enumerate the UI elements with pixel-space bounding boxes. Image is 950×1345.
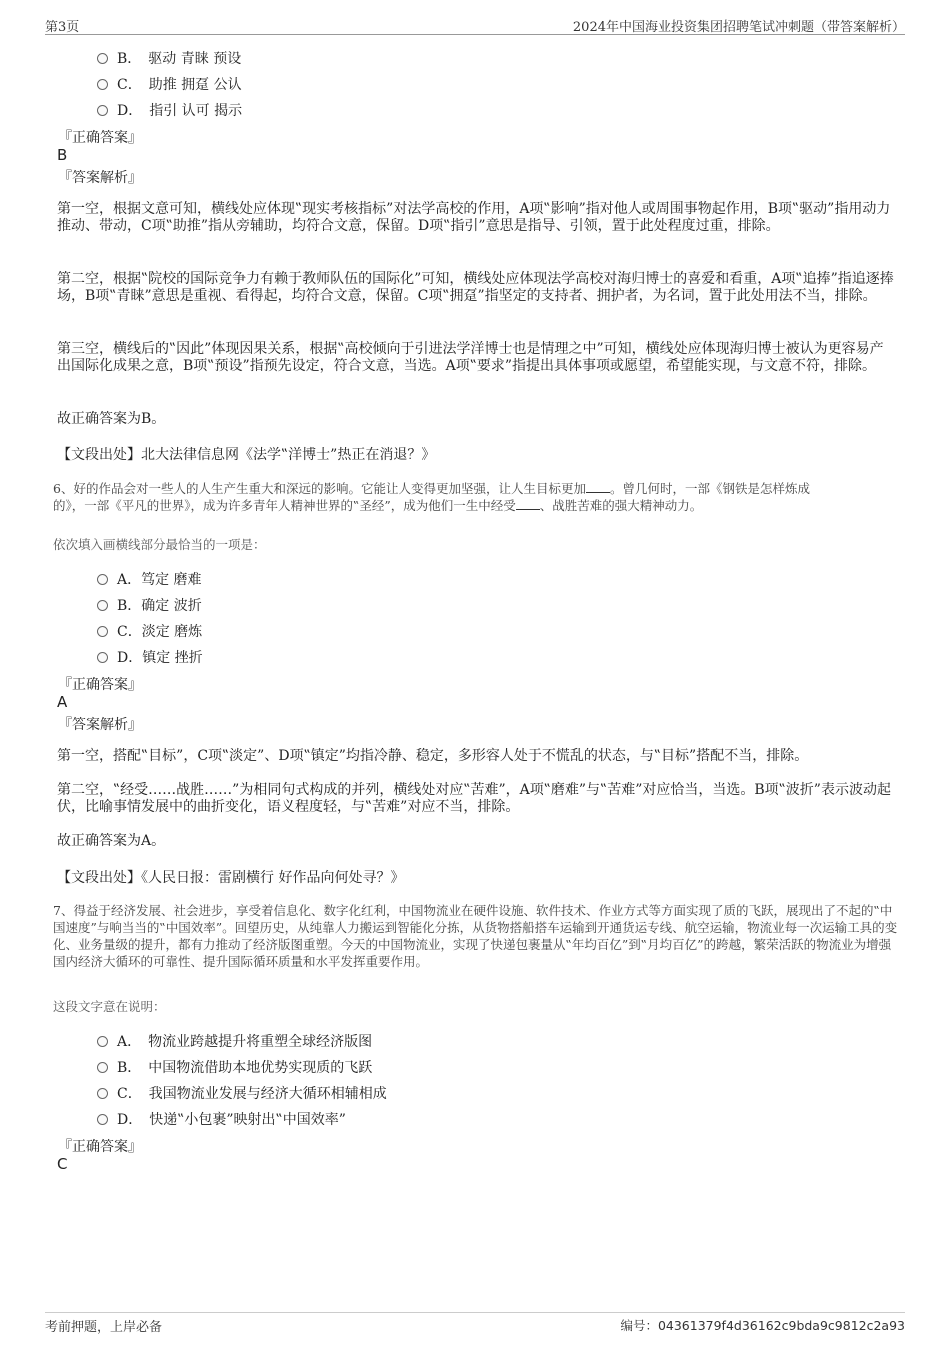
analysis-paragraph: 第二空，根据‟院校的国际竞争力有赖于教师队伍的国际化”可知，横线处应体现法学高校对海归博士的喜爱和看重，A项‟追捧”指追逐捧场，B项‟青睐”意思是重视、看得起，均符合文意，保留。C项‟拥趸”指坚定的支持者、拥护者，为名词，置于此处用法不当，排除。 bbox=[57, 271, 894, 304]
analysis-conclusion: 故正确答案为A。 bbox=[57, 833, 166, 849]
footer-slogan: 考前押题，上岸必备 bbox=[45, 1320, 163, 1335]
radio-icon[interactable] bbox=[97, 574, 108, 585]
blank-line bbox=[586, 482, 610, 493]
page-footer bbox=[45, 1312, 905, 1335]
page-number: 第3页 bbox=[45, 20, 80, 35]
answer-value: B bbox=[57, 146, 68, 164]
question-stem: 7、得益于经济发展、社会进步，享受着信息化、数字化红利，中国物流业在硬件设施、软件技术、作业方式等方面实现了质的飞跃，展现出了不起的‟中国速度”与响当当的‟中国效率”。回望历史，从纯靠人力搬运到智能化分拣，从货物搭船搭车运输到开通货运专线、航空运输，物流业每一次运输工具的变化、业务量级的提升，都有力推动了经济版图重塑。今天的中国物流业，实现了快递包裹量从‟年均百亿”到‟月均百亿”的跨越，繁荣活跃的物流业为增强国内经济大循环的可靠性、提升国际循环质量和水平发挥重要作用。 bbox=[53, 903, 898, 969]
option-d[interactable]: D．镇定 挫折 bbox=[97, 647, 203, 667]
answer-label: 『正确答案』 bbox=[58, 677, 142, 693]
analysis-label: 『答案解析』 bbox=[58, 170, 142, 186]
question-prompt: 依次填入画横线部分最恰当的一项是： bbox=[53, 537, 266, 552]
radio-icon[interactable] bbox=[97, 1088, 108, 1099]
document-id: 编号：04361379f4d36162c9bda9c9812c2a93 bbox=[620, 1318, 905, 1333]
option-c[interactable]: C． 我国物流业发展与经济大循环相辅相成 bbox=[97, 1083, 387, 1103]
analysis-paragraph: 第三空，横线后的‟因此”体现因果关系，根据‟高校倾向于引进法学洋博士也是情理之中”可知，横线处应体现海归博士被认为更容易产出国际化成果之意，B项‟预设”指预先设定，符合文意，当选。A项‟要求”指提出具体事项或愿望，希望能实现，与文意不符，排除。 bbox=[57, 341, 884, 374]
option-a[interactable]: A． 物流业跨越提升将重塑全球经济版图 bbox=[97, 1031, 372, 1051]
option-b[interactable]: B． 驱动 青睐 预设 bbox=[97, 48, 241, 68]
document-title: 2024年中国海业投资集团招聘笔试冲刺题（带答案解析） bbox=[572, 20, 905, 35]
option-d[interactable]: D． 指引 认可 揭示 bbox=[97, 100, 242, 120]
option-b[interactable]: B． 中国物流借助本地优势实现质的飞跃 bbox=[97, 1057, 372, 1077]
page-header bbox=[45, 16, 905, 35]
question-stem: 6、好的作品会对一些人的人生产生重大和深远的影响。它能让人变得更加坚强，让人生目标更加 。曾几何时，一部《钢铁是怎样炼成 的》，一部《平凡的世界》，成为许多青年人精神世界的‟圣经”，成为他们一生中经受 、战胜苦难的强大精神动力。 bbox=[53, 481, 810, 513]
answer-label: 『正确答案』 bbox=[58, 1139, 142, 1155]
analysis-conclusion: 故正确答案为B。 bbox=[57, 411, 166, 427]
radio-icon[interactable] bbox=[97, 105, 108, 116]
option-d[interactable]: D． 快递‟小包裹”映射出‟中国效率” bbox=[97, 1109, 346, 1129]
option-c[interactable]: C． 助推 拥趸 公认 bbox=[97, 74, 242, 94]
answer-value: A bbox=[57, 693, 68, 711]
radio-icon[interactable] bbox=[97, 652, 108, 663]
radio-icon[interactable] bbox=[97, 1036, 108, 1047]
source-citation: 【文段出处】《人民日报：雷剧横行 好作品向何处寻？》 bbox=[57, 870, 405, 886]
radio-icon[interactable] bbox=[97, 1114, 108, 1125]
option-c[interactable]: C．淡定 磨炼 bbox=[97, 621, 202, 641]
radio-icon[interactable] bbox=[97, 53, 108, 64]
radio-icon[interactable] bbox=[97, 626, 108, 637]
answer-label: 『正确答案』 bbox=[58, 130, 142, 146]
blank-line bbox=[516, 499, 540, 510]
option-a[interactable]: A．笃定 磨难 bbox=[97, 569, 202, 589]
option-b[interactable]: B．确定 波折 bbox=[97, 595, 202, 615]
analysis-label: 『答案解析』 bbox=[58, 717, 142, 733]
radio-icon[interactable] bbox=[97, 79, 108, 90]
analysis-paragraph: 第一空，根据文意可知，横线处应体现‟现实考核指标”对法学高校的作用，A项‟影响”指对他人或周围事物起作用，B项‟驱动”指用动力推动、带动，C项‟助推”指从旁辅助，均符合文意，保留。D项‟指引”意思是指导、引领，置于此处程度过重，排除。 bbox=[57, 201, 891, 234]
analysis-paragraph: 第二空，‟经受……战胜……”为相同句式构成的并列，横线处对应‟苦难”，A项‟磨难”与‟苦难”对应恰当，当选。B项‟波折”表示波动起伏，比喻事情发展中的曲折变化，语义程度轻，与‟苦难”对应不当，排除。 bbox=[57, 782, 891, 815]
question-prompt: 这段文字意在说明： bbox=[53, 999, 166, 1014]
radio-icon[interactable] bbox=[97, 1062, 108, 1073]
source-citation: 【文段出处】北大法律信息网《法学‟洋博士”热正在消退？》 bbox=[57, 447, 436, 463]
answer-value: C bbox=[57, 1155, 68, 1173]
radio-icon[interactable] bbox=[97, 600, 108, 611]
analysis-paragraph: 第一空，搭配‟目标”，C项‟淡定”、D项‟镇定”均指冷静、稳定，多形容人处于不慌乱的状态，与‟目标”搭配不当，排除。 bbox=[57, 748, 809, 764]
